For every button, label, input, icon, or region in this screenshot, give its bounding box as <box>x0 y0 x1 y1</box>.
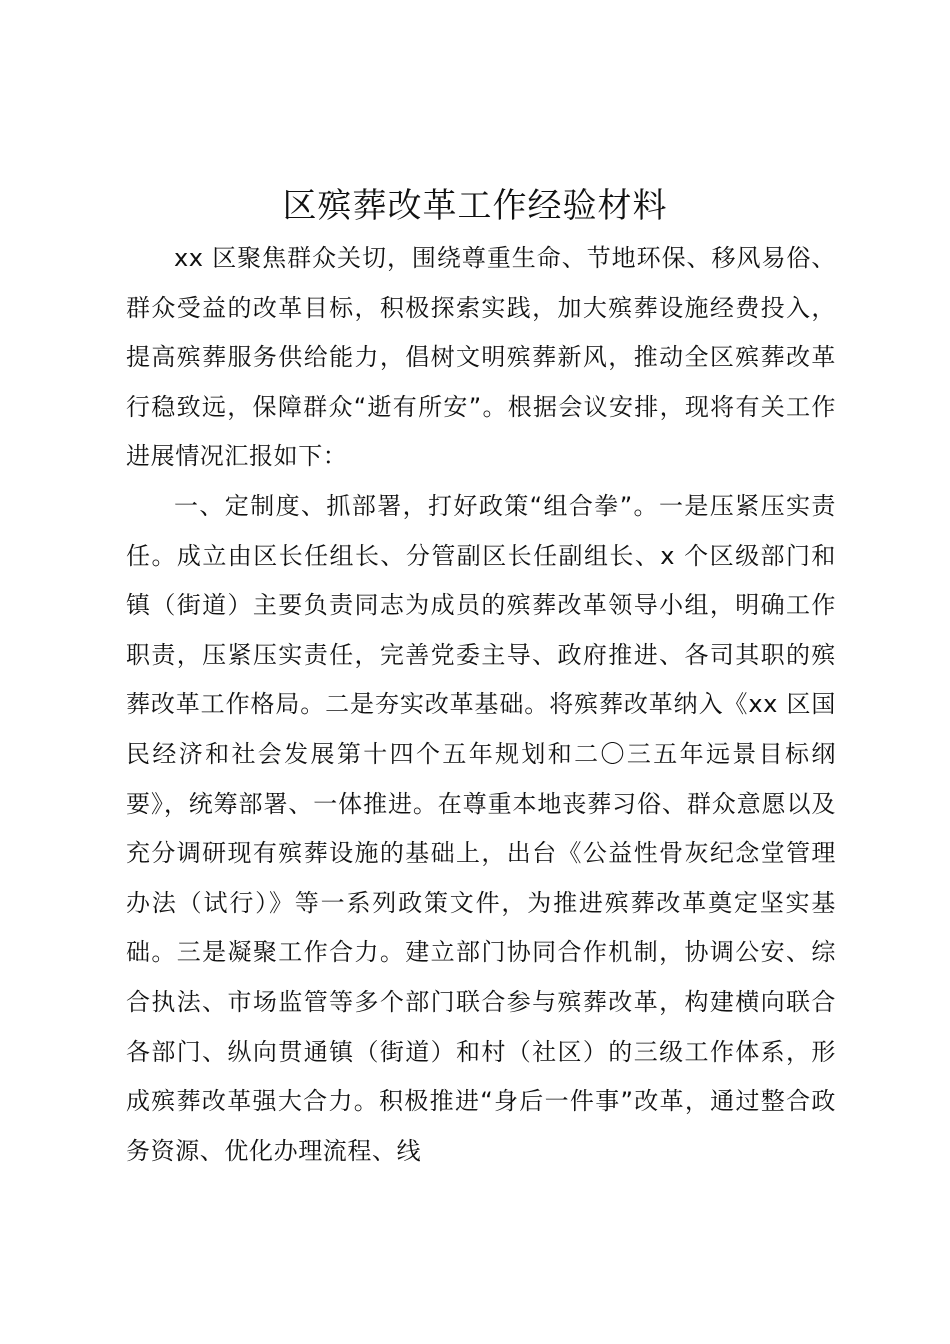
paragraph-section-one: 一、定制度、抓部署，打好政策“组合拳”。一是压紧压实责任。成立由区长任组长、分管副区长任副组长、x 个区级部门和镇（街道）主要负责同志为成员的殡葬改革领导小组，明确工作职责，压紧压实责任，完善党委主导、政府推进、各司其职的殡葬改革工作格局。二是夯实改革基础。将殡葬改革纳入《xx 区国民经济和社会发展第十四个五年规划和二〇三五年远景目标纲要》，统筹部署、一体推进。在尊重本地丧葬习俗、群众意愿以及充分调研现有殡葬设施的基础上，出台《公益性骨灰纪念堂管理办法（试行）》等一系列政策文件，为推进殡葬改革奠定坚实基础。三是凝聚工作合力。建立部门协同合作机制，协调公安、综合执法、市场监管等多个部门联合参与殡葬改革，构建横向联合各部门、纵向贯通镇（街道）和村（社区）的三级工作体系，形成殡葬改革强大合力。积极推进“身后一件事”改革，通过整合政务资源、优化办理流程、线 <box>126 491 836 1165</box>
document-title: 区殡葬改革工作经验材料 <box>282 186 668 226</box>
paragraph-intro: xx 区聚焦群众关切，围绕尊重生命、节地环保、移风易俗、群众受益的改革目标，积极探索实践，加大殡葬设施经费投入，提高殡葬服务供给能力，倡树文明殡葬新风，推动全区殡葬改革行稳致远，保障群众“逝有所安”。根据会议安排，现将有关工作进展情况汇报如下： <box>126 244 836 471</box>
document-body <box>126 234 836 1176</box>
